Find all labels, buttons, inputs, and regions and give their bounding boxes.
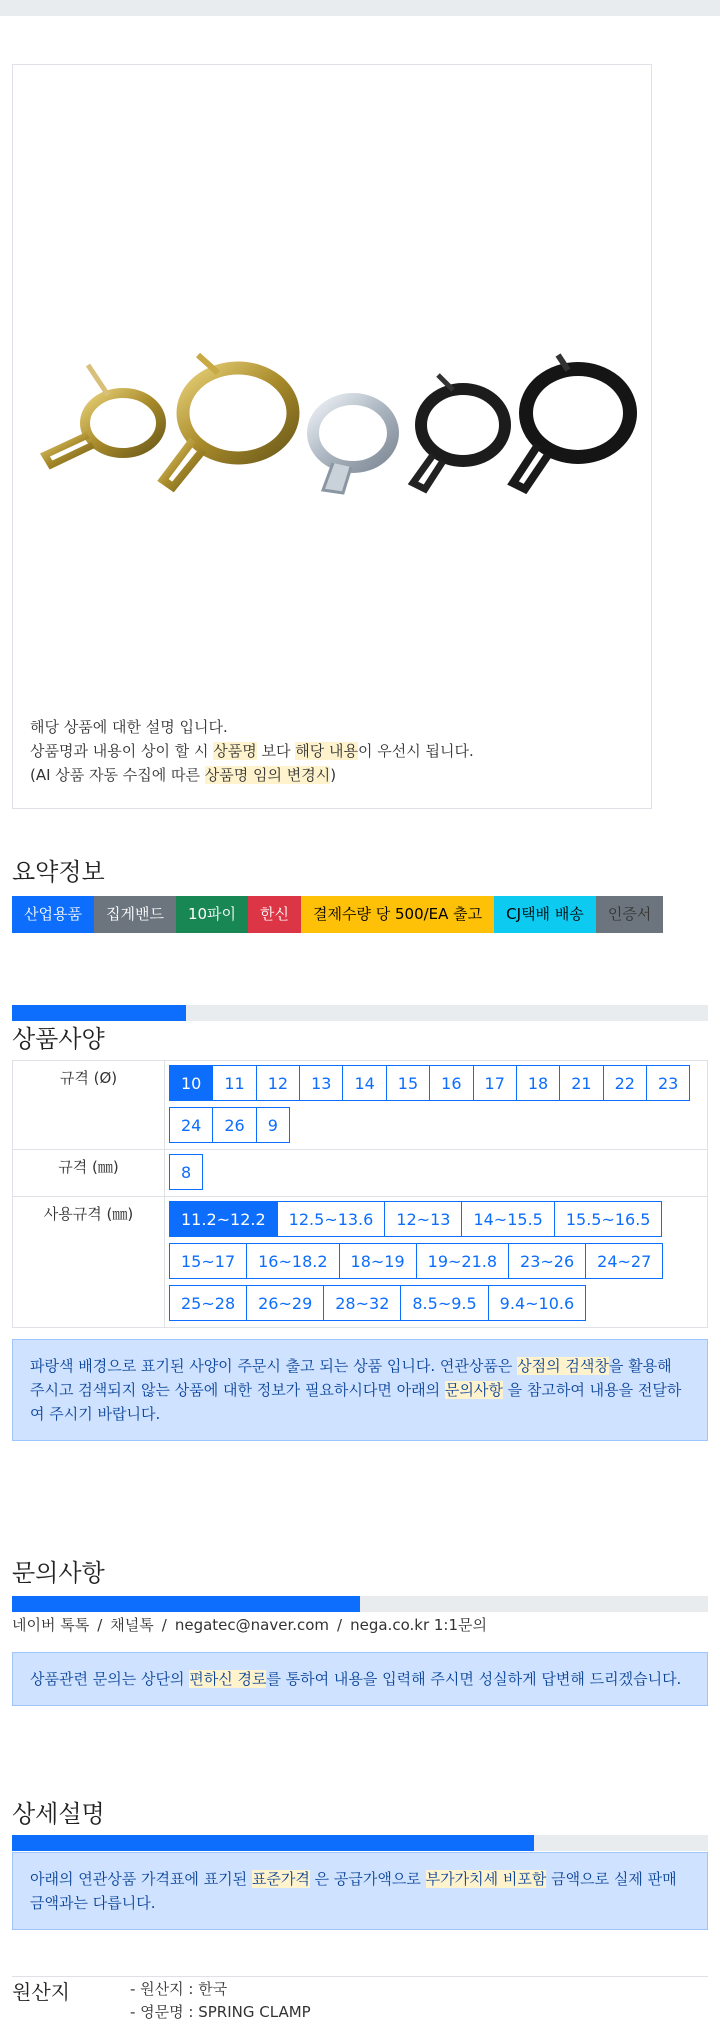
- spec-notice: [12, 1339, 708, 1441]
- inquiry-notice: [12, 1652, 708, 1706]
- spec-option-button[interactable]: 16: [429, 1065, 473, 1101]
- spec-option-button[interactable]: 23: [646, 1065, 690, 1101]
- contact-separator: /: [97, 1616, 103, 1634]
- desc-text: 보다: [256, 742, 296, 760]
- clamp-3: [313, 399, 393, 493]
- spec-option-button[interactable]: 11: [212, 1065, 256, 1101]
- summary-tag: 산업용품: [12, 896, 94, 933]
- spec-title: 상품사양: [12, 1025, 105, 1053]
- spec-label: 규격 (㎜): [13, 1150, 165, 1197]
- notice-text: 아래의 연관상품 가격표에 표기된: [30, 1870, 252, 1888]
- spec-option-button[interactable]: 15: [386, 1065, 430, 1101]
- detail-progress: [12, 1835, 708, 1851]
- spec-option-button[interactable]: 16~18.2: [246, 1243, 339, 1279]
- spec-option-button[interactable]: 24~27: [585, 1243, 663, 1279]
- spec-progress: [12, 1005, 708, 1021]
- spec-option-button[interactable]: 28~32: [323, 1285, 401, 1321]
- highlight-search-box: 상점의 검색창: [517, 1357, 609, 1375]
- spec-row: [13, 1150, 708, 1197]
- contact-separator: /: [337, 1616, 343, 1634]
- contact-links: [12, 1614, 487, 1635]
- summary-tags: [12, 896, 663, 933]
- spec-option-button[interactable]: 22: [603, 1065, 647, 1101]
- notice-text: 은 공급가액으로: [309, 1870, 426, 1888]
- description-line-1: 해당 상품에 대한 설명 입니다.: [30, 718, 228, 736]
- spec-option-button[interactable]: 15~17: [169, 1243, 247, 1279]
- spec-label: 사용규격 (㎜): [13, 1197, 165, 1328]
- notice-text: 금액으로 실제 판매금액과는 다릅니다.: [30, 1870, 677, 1912]
- contact-link[interactable]: 네이버 톡톡: [12, 1616, 90, 1634]
- spec-option-button[interactable]: 18: [516, 1065, 560, 1101]
- spec-option-button[interactable]: 13: [299, 1065, 343, 1101]
- spec-option-button[interactable]: 8.5~9.5: [400, 1285, 488, 1321]
- contact-separator: /: [161, 1616, 167, 1634]
- detail-title: 상세설명: [12, 1800, 105, 1828]
- spec-option-button[interactable]: 17: [473, 1065, 517, 1101]
- spec-option-button[interactable]: 14: [342, 1065, 386, 1101]
- spec-option-button[interactable]: 15.5~16.5: [554, 1201, 663, 1237]
- notice-text: 를 통하여 내용을 입력해 주시면 성실하게 답변해 드리겠습니다.: [266, 1670, 682, 1688]
- contact-link[interactable]: 채널톡: [110, 1616, 154, 1634]
- summary-tag: 한신: [248, 896, 301, 933]
- desc-text: 상품명과 내용이 상이 할 시: [30, 742, 214, 760]
- spec-row: [13, 1197, 708, 1328]
- summary-tag: CJ택배 배송: [494, 896, 596, 933]
- spec-option-button[interactable]: 9.4~10.6: [488, 1285, 586, 1321]
- spec-table: [12, 1060, 708, 1328]
- spec-options: [165, 1150, 708, 1197]
- clamp-5: [513, 355, 630, 489]
- summary-tag: 결제수량 당 500/EA 출고: [301, 896, 494, 933]
- highlight-content: 해당 내용: [295, 742, 358, 760]
- spec-option-button[interactable]: 19~21.8: [416, 1243, 509, 1279]
- highlight-product-name: 상품명: [213, 742, 257, 760]
- summary-tag: 집게밴드: [94, 896, 176, 933]
- origin-list: [130, 1978, 311, 2024]
- clamp-4: [413, 375, 505, 489]
- spec-option-button[interactable]: 14~15.5: [461, 1201, 554, 1237]
- top-bar: [0, 0, 720, 16]
- product-image: [33, 295, 653, 555]
- clamp-2: [163, 355, 293, 487]
- origin-heading: 원산지: [12, 1980, 70, 2004]
- spec-option-button[interactable]: 10: [169, 1065, 213, 1101]
- inquiry-progress: [12, 1596, 708, 1612]
- spec-option-button[interactable]: 25~28: [169, 1285, 247, 1321]
- spec-option-button[interactable]: 26: [212, 1107, 256, 1143]
- spec-options: [165, 1197, 708, 1328]
- spec-option-button[interactable]: 18~19: [339, 1243, 417, 1279]
- desc-text: 이 우선시 됩니다.: [357, 742, 474, 760]
- product-description: [30, 715, 474, 787]
- spec-option-button[interactable]: 8: [169, 1154, 203, 1190]
- desc-text: (AI 상품 자동 수집에 따른: [30, 766, 205, 784]
- spec-option-button[interactable]: 24: [169, 1107, 213, 1143]
- notice-text: 상품관련 문의는 상단의: [30, 1670, 190, 1688]
- highlight-standard-price: 표준가격: [251, 1870, 310, 1888]
- contact-link[interactable]: negatec@naver.com: [174, 1616, 330, 1634]
- origin-item: - 원산지 : 한국: [130, 1980, 228, 1998]
- spec-option-button[interactable]: 23~26: [508, 1243, 586, 1279]
- spec-option-button[interactable]: 9: [256, 1107, 290, 1143]
- highlight-inquiry: 문의사항: [444, 1381, 503, 1399]
- contact-link[interactable]: nega.co.kr 1:1문의: [350, 1616, 487, 1634]
- detail-progress-fill: [12, 1835, 534, 1851]
- spec-option-button[interactable]: 12: [256, 1065, 300, 1101]
- inquiry-title: 문의사항: [12, 1559, 105, 1587]
- summary-tag: 10파이: [176, 896, 248, 933]
- detail-notice: [12, 1852, 708, 1930]
- clamp-1: [45, 365, 161, 465]
- desc-text: ): [330, 766, 337, 784]
- highlight-vat-excluded: 부가가치세 비포함: [425, 1870, 547, 1888]
- spec-options: [165, 1061, 708, 1150]
- origin-divider: [12, 1976, 708, 1977]
- spec-option-button[interactable]: 12~13: [384, 1201, 462, 1237]
- inquiry-progress-fill: [12, 1596, 360, 1612]
- description-line-3: [30, 763, 474, 787]
- summary-title: 요약정보: [12, 858, 105, 886]
- summary-tag: 인증서: [596, 896, 663, 933]
- spec-option-button[interactable]: 26~29: [246, 1285, 324, 1321]
- spec-option-button[interactable]: 21: [559, 1065, 603, 1101]
- notice-text: 파랑색 배경으로 표기된 사양이 주문시 출고 되는 상품 입니다. 연관상품은: [30, 1357, 518, 1375]
- highlight-convenient-route: 편하신 경로: [189, 1670, 267, 1688]
- highlight-name-change: 상품명 임의 변경시: [204, 766, 331, 784]
- notice-text: 을 활용해 주시고 검색되지 않는 상품에 대한 정보가 필요하시다면 아래의: [30, 1357, 672, 1399]
- origin-item: - 영문명 : SPRING CLAMP: [130, 2003, 311, 2021]
- notice-text: 을 참고하여 내용을 전달하여 주시기 바랍니다.: [30, 1381, 682, 1423]
- spec-option-button[interactable]: 12.5~13.6: [277, 1201, 386, 1237]
- description-line-2: [30, 739, 474, 763]
- spec-row: [13, 1061, 708, 1150]
- product-image-card: [12, 64, 652, 809]
- spec-label: 규격 (Ø): [13, 1061, 165, 1150]
- spec-option-button[interactable]: 11.2~12.2: [169, 1201, 278, 1237]
